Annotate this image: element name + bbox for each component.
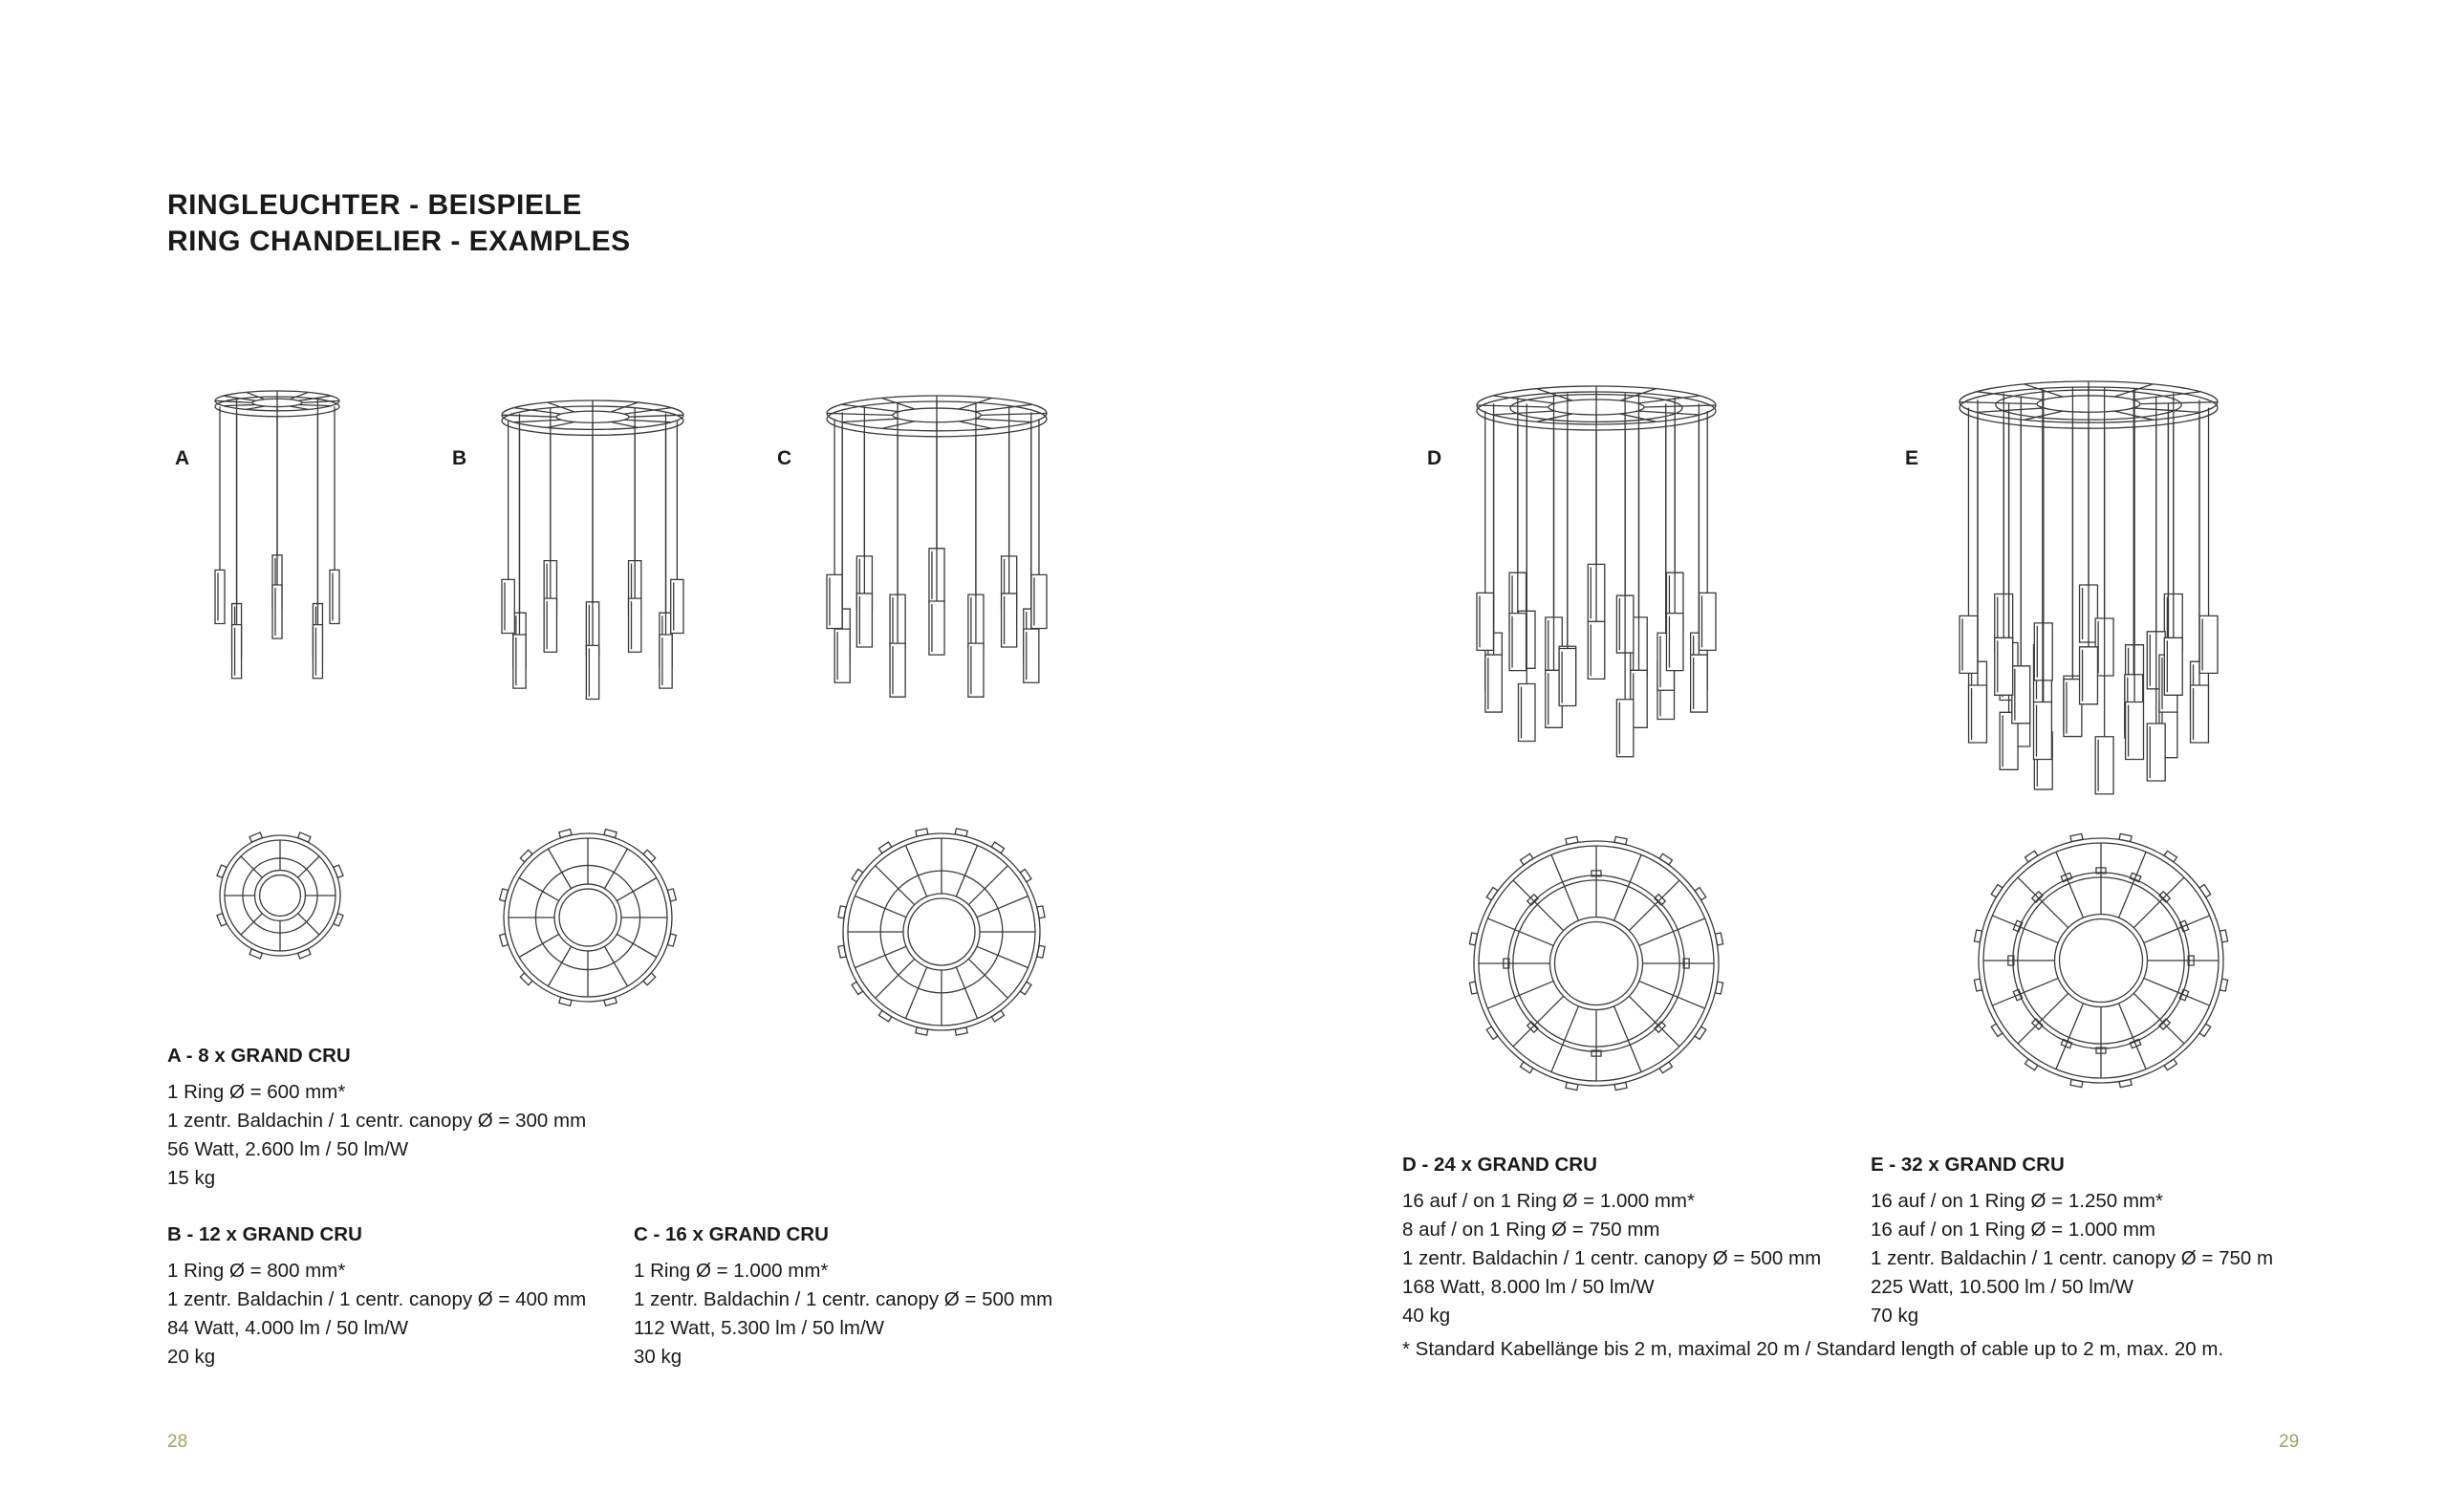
light-clamp: [2025, 851, 2038, 862]
spoke: [1513, 996, 1564, 1047]
light-clamp: [2220, 979, 2227, 991]
canopy-ring-edge: [903, 894, 980, 970]
spec-line: 1 zentr. Baldachin / 1 centr. canopy Ø = 300 mm: [167, 1110, 587, 1132]
frame-strut: [224, 404, 256, 405]
spec-block-b: [167, 1220, 586, 1372]
light-clamp: [1469, 982, 1477, 994]
spec-line: 84 Watt, 4.000 lm / 50 lm/W: [167, 1317, 409, 1339]
frame-strut: [1644, 405, 1716, 407]
spec-line: 1 zentr. Baldachin / 1 centr. canopy Ø = 400 mm: [167, 1288, 587, 1310]
figure-label-b: B: [452, 447, 467, 469]
chandelier-e-top-view: [1967, 827, 2235, 1094]
spoke: [1614, 854, 1642, 920]
spoke: [1487, 982, 1553, 1009]
light-clamp: [1974, 930, 1981, 942]
spoke: [2119, 1004, 2147, 1069]
frame-strut: [548, 421, 575, 427]
chandelier-a-top-view: [208, 824, 352, 967]
spoke: [241, 856, 262, 877]
frame-strut: [611, 421, 639, 427]
frame-strut: [502, 415, 556, 417]
light-clamp: [878, 842, 891, 853]
light-clamp: [667, 934, 676, 946]
light-clamp: [1521, 853, 1533, 865]
light-clamp: [559, 997, 572, 1005]
light-clamp: [2025, 1059, 2038, 1070]
light-clamp: [1020, 869, 1031, 881]
light-clamp: [1974, 979, 1981, 991]
light-clamp: [604, 997, 617, 1005]
light-clamp: [991, 842, 1004, 853]
spoke: [905, 967, 926, 1019]
light-clamp: [1614, 836, 1627, 844]
light-clamp: [1659, 853, 1672, 865]
canopy-ring: [1554, 921, 1637, 1004]
frame-strut: [624, 420, 671, 422]
light-clamp: [2119, 833, 2132, 841]
spec-line: 56 Watt, 2.600 lm / 50 lm/W: [167, 1138, 409, 1160]
light-clamp: [643, 850, 656, 862]
page-number-left: 28: [167, 1432, 188, 1452]
light-clamp: [1486, 888, 1498, 900]
figure-label-d: D: [1427, 447, 1442, 469]
light-clamp: [1991, 885, 2003, 897]
light-clamp: [852, 982, 863, 994]
light-clamp: [1695, 1026, 1706, 1039]
chandelier-e-side-view: [1950, 378, 2227, 788]
spec-line: 225 Watt, 10.500 lm / 50 lm/W: [1871, 1276, 2133, 1298]
spoke: [2018, 877, 2068, 928]
light-clamp: [249, 832, 262, 842]
light-clamp: [2070, 1079, 2083, 1087]
frame-strut: [2133, 408, 2200, 412]
frame-strut: [975, 419, 1032, 422]
frame-strut: [1477, 405, 1548, 407]
light-clamp: [298, 949, 311, 959]
lamp-body: [215, 570, 225, 623]
chandelier-d-side-view: [1467, 382, 1725, 745]
spoke: [298, 914, 319, 935]
spoke: [855, 896, 906, 917]
frame-strut: [981, 413, 1047, 415]
spec-line: 1 Ring Ø = 600 mm*: [167, 1081, 346, 1103]
lamp-body: [671, 579, 683, 633]
light-clamp: [520, 850, 532, 862]
frame-strut: [514, 420, 561, 422]
light-clamp: [1614, 1082, 1627, 1090]
light-clamp: [2220, 930, 2227, 942]
spec-block-e: [1871, 1151, 2273, 1330]
canopy-ring: [2059, 918, 2142, 1002]
spec-line: 8 auf / on 1 Ring Ø = 750 mm: [1402, 1219, 1660, 1241]
spec-heading-a: A - 8 x GRAND CRU: [167, 1045, 351, 1067]
spec-heading-c: C - 16 x GRAND CRU: [634, 1223, 829, 1245]
spec-line: 168 Watt, 8.000 lm / 50 lm/W: [1402, 1276, 1655, 1298]
light-clamp: [2119, 1079, 2132, 1087]
lamp-body: [629, 598, 641, 652]
frame-strut: [299, 404, 332, 405]
canopy-ring: [260, 875, 301, 917]
light-clamp: [2199, 1024, 2211, 1036]
light-clamp: [1695, 888, 1706, 900]
spoke: [1551, 1006, 1579, 1072]
frame-strut: [882, 421, 916, 429]
canopy-ring-edge: [2054, 914, 2147, 1006]
spoke: [1629, 996, 1679, 1047]
spoke: [876, 866, 915, 905]
light-clamp: [1566, 836, 1578, 844]
spoke: [2056, 1004, 2084, 1069]
spoke: [1639, 982, 1705, 1009]
spoke: [1551, 854, 1579, 920]
spoke: [977, 896, 1029, 917]
title-german: RINGLEUCHTER - BEISPIELE: [167, 189, 582, 221]
page-number-right: 29: [2279, 1432, 2300, 1452]
spoke: [2144, 916, 2210, 943]
spec-heading-e: E - 32 x GRAND CRU: [1871, 1154, 2065, 1176]
light-clamp: [991, 1010, 1004, 1022]
light-clamp: [2164, 851, 2176, 862]
light-clamp: [334, 914, 343, 926]
spec-block-d: [1402, 1151, 1821, 1330]
canopy-ring-edge: [554, 884, 621, 951]
light-clamp: [2070, 833, 2083, 841]
lamp-body: [232, 625, 242, 679]
light-clamp: [1659, 1062, 1672, 1073]
canopy-ring-edge: [1549, 917, 1642, 1009]
spoke: [1639, 918, 1705, 946]
spoke: [956, 845, 977, 896]
spec-line: 16 auf / on 1 Ring Ø = 1.000 mm*: [1402, 1190, 1695, 1212]
spec-line: 70 kg: [1871, 1305, 1919, 1327]
frame-strut: [1977, 408, 2044, 412]
spoke: [1992, 916, 2058, 943]
canopy-ring-edge: [255, 871, 306, 921]
spoke: [298, 856, 319, 877]
light-clamp: [217, 914, 227, 926]
light-clamp: [249, 949, 262, 959]
spoke: [1629, 880, 1679, 931]
light-clamp: [217, 865, 227, 877]
spec-line: 1 zentr. Baldachin / 1 centr. canopy Ø = 500 mm: [1402, 1247, 1822, 1269]
chandelier-b-top-view: [492, 822, 683, 1013]
canopy-ring: [559, 889, 617, 946]
light-clamp: [2199, 885, 2211, 897]
light-clamp: [1715, 982, 1722, 994]
figure-label-a: A: [175, 447, 190, 469]
figure-label-c: C: [777, 447, 792, 469]
lamp-body: [586, 645, 598, 699]
page-title: [167, 187, 631, 260]
light-clamp: [1991, 1024, 2003, 1036]
frame-strut: [827, 413, 893, 415]
light-clamp: [2164, 1059, 2176, 1070]
chandelier-a-side-view: [206, 387, 349, 702]
frame-strut: [1637, 411, 1700, 415]
frame-strut: [1493, 411, 1555, 415]
footnote: * Standard Kabellänge bis 2 m, maximal 20 m / Standard length of cable up to 2 m, max. 20 m.: [1402, 1338, 2224, 1360]
spoke: [2144, 979, 2210, 1006]
spoke: [968, 866, 1007, 905]
light-clamp: [667, 889, 676, 901]
frame-strut: [290, 406, 309, 409]
chandelier-b-side-view: [492, 397, 693, 712]
spec-line: 1 Ring Ø = 1.000 mm*: [634, 1260, 829, 1282]
light-clamp: [520, 973, 532, 985]
light-clamp: [1469, 933, 1477, 945]
light-clamp: [1020, 982, 1031, 994]
spec-line: 16 auf / on 1 Ring Ø = 1.000 mm: [1871, 1219, 2155, 1241]
spec-line: 20 kg: [167, 1346, 216, 1368]
spec-line: 40 kg: [1402, 1305, 1451, 1327]
lamp-body: [513, 635, 526, 688]
spec-line: 1 zentr. Baldachin / 1 centr. canopy Ø = 500 mm: [634, 1288, 1053, 1310]
spoke: [977, 946, 1029, 967]
spec-block-c: [634, 1220, 1052, 1372]
lamp-body: [544, 598, 556, 652]
spoke: [2133, 993, 2184, 1044]
frame-strut: [247, 406, 266, 409]
lamp-body: [272, 585, 282, 638]
spoke: [876, 959, 915, 998]
chandelier-d-top-view: [1462, 830, 1730, 1097]
chandelier-c-top-view: [832, 822, 1051, 1042]
spec-line: 30 kg: [634, 1346, 682, 1368]
frame-strut: [841, 419, 899, 422]
spec-line: 112 Watt, 5.300 lm / 50 lm/W: [634, 1317, 885, 1339]
spoke: [855, 946, 906, 967]
spoke: [968, 959, 1007, 998]
light-clamp: [852, 869, 863, 881]
frame-strut: [2140, 402, 2218, 404]
spec-line: 1 Ring Ø = 800 mm*: [167, 1260, 346, 1282]
spoke: [2133, 877, 2184, 928]
spoke: [1487, 918, 1553, 946]
spoke: [1513, 880, 1564, 931]
spec-block-a: [167, 1042, 586, 1193]
spec-heading-b: B - 12 x GRAND CRU: [167, 1223, 362, 1245]
spoke: [956, 967, 977, 1019]
spoke: [905, 845, 926, 896]
light-clamp: [500, 934, 509, 946]
light-clamp: [559, 830, 572, 838]
spoke: [2056, 852, 2084, 918]
light-clamp: [1715, 933, 1722, 945]
spoke: [241, 914, 262, 935]
light-clamp: [878, 1010, 891, 1022]
light-clamp: [1566, 1082, 1578, 1090]
lamp-body: [502, 579, 514, 633]
lamp-body: [313, 625, 322, 679]
frame-strut: [1960, 402, 2037, 404]
frame-strut: [629, 415, 683, 417]
spec-line: 16 auf / on 1 Ring Ø = 1.250 mm*: [1871, 1190, 2163, 1212]
spoke: [2119, 852, 2147, 918]
light-clamp: [604, 830, 617, 838]
light-clamp: [643, 973, 656, 985]
canopy-ring: [908, 898, 975, 965]
light-clamp: [500, 889, 509, 901]
light-clamp: [298, 832, 311, 842]
frame-strut: [959, 421, 992, 429]
spoke: [1614, 1006, 1642, 1072]
spec-heading-d: D - 24 x GRAND CRU: [1402, 1154, 1597, 1176]
lamp-body: [330, 570, 339, 623]
title-english: RING CHANDELIER - EXAMPLES: [167, 226, 631, 257]
spoke: [1992, 979, 2058, 1006]
figure-label-e: E: [1905, 447, 1919, 469]
light-clamp: [1486, 1026, 1498, 1039]
light-clamp: [334, 865, 343, 877]
light-clamp: [1521, 1062, 1533, 1073]
lamp-body: [660, 635, 672, 688]
chandelier-c-side-view: [817, 392, 1056, 707]
spoke: [2018, 993, 2068, 1044]
spec-line: 15 kg: [167, 1167, 216, 1189]
spec-line: 1 zentr. Baldachin / 1 centr. canopy Ø = 750 m: [1871, 1247, 2274, 1269]
